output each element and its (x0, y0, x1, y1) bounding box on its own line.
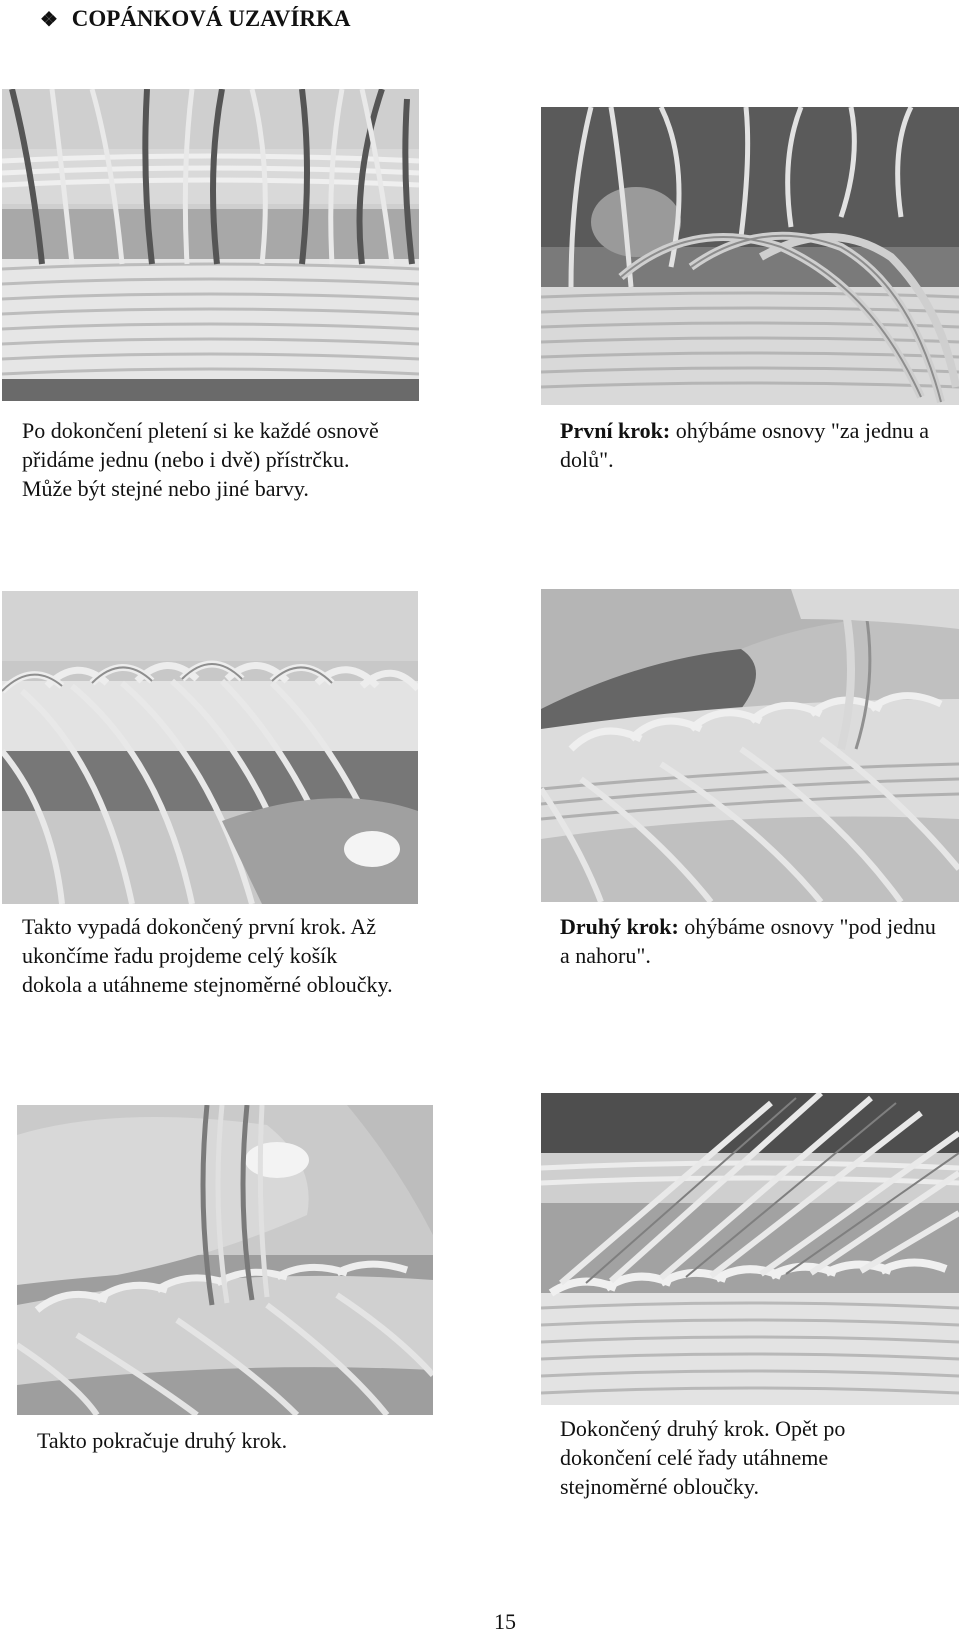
section-heading (40, 4, 351, 35)
caption-first-step: První krok: ohýbáme osnovy "za jednu a dolů". (560, 418, 930, 472)
page-number: 15 (494, 1609, 516, 1634)
photo-second-step-continues (17, 1105, 433, 1415)
photo-second-step (541, 589, 959, 902)
caption-second-step: Druhý krok: ohýbáme osnovy "pod jednu a nahoru". (560, 914, 936, 968)
photo-first-step-finished (2, 591, 418, 904)
caption-first-step-label: První krok: (560, 418, 671, 443)
photo-added-stakes (2, 89, 419, 401)
caption-added-stakes: Po dokončení pletení si ke každé osnově přidáme jednu (nebo i dvě) přístrčku. Může být stejné nebo jiné barvy. (22, 418, 379, 501)
caption-first-step-finished: Takto vypadá dokončený první krok. Až ukončíme řadu projdeme celý košík dokola a utáhneme stejnoměrné obloučky. (22, 914, 393, 997)
section-title: COPÁNKOVÁ UZAVÍRKA (71, 6, 351, 31)
diamond-bullet-icon: ❖ (40, 9, 58, 31)
caption-second-step-label: Druhý krok: (560, 914, 679, 939)
photo-first-step (541, 107, 959, 405)
caption-second-step-finished: Dokončený druhý krok. Opět po dokončení celé řady utáhneme stejnoměrné obloučky. (560, 1416, 846, 1499)
caption-second-step-continues: Takto pokračuje druhý krok. (37, 1428, 288, 1453)
photo-second-step-finished (541, 1093, 959, 1405)
